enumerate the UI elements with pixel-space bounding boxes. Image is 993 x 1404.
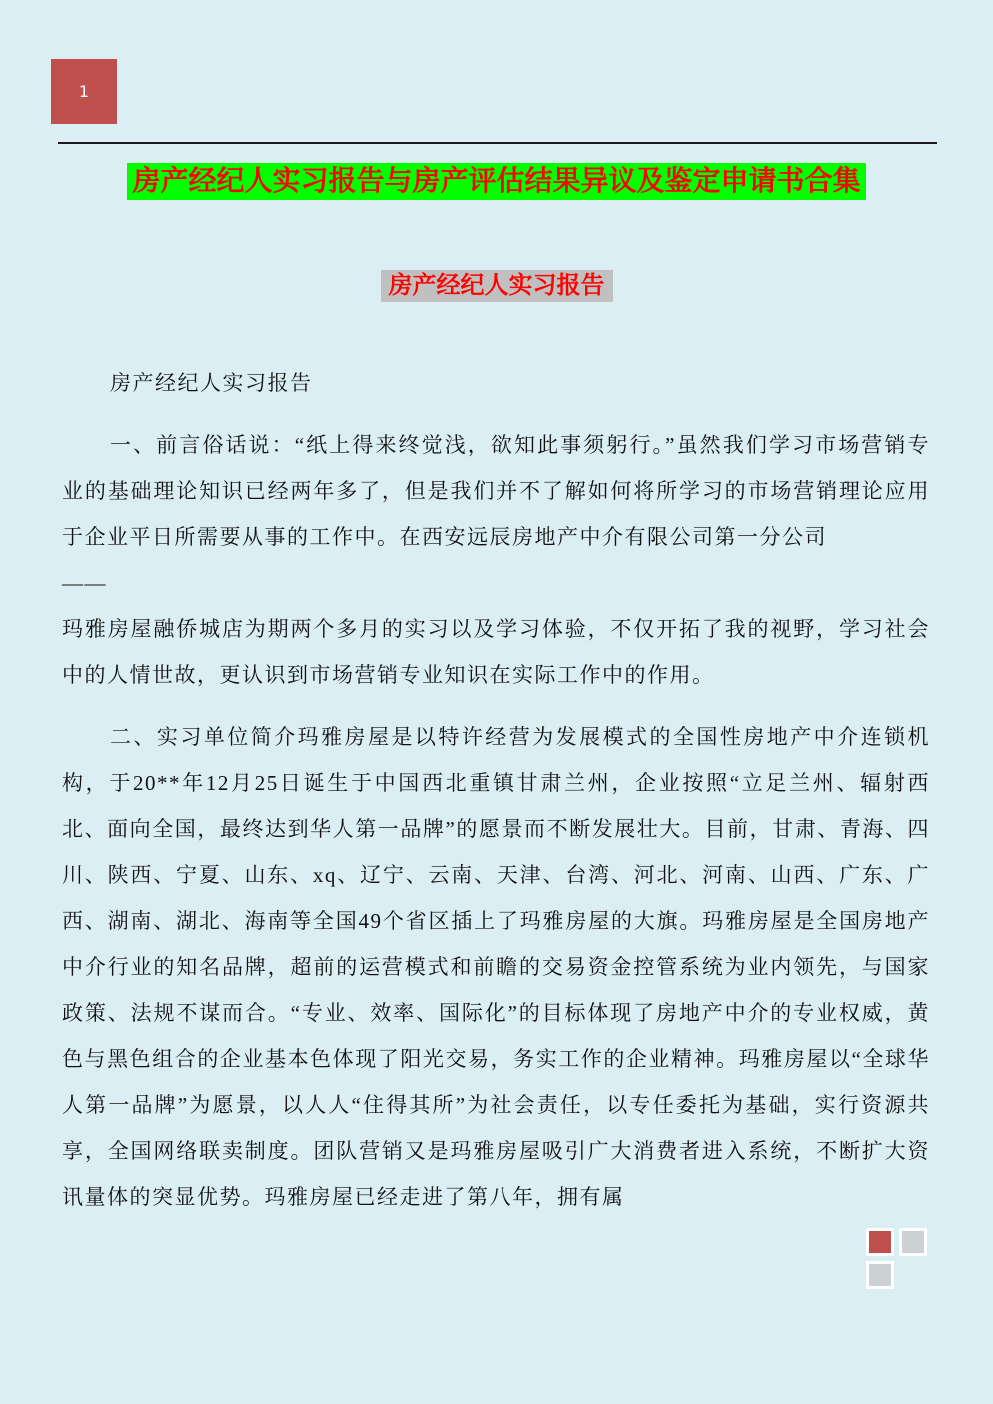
paragraph: 二、实习单位简介玛雅房屋是以特许经营为发展模式的全国性房地产中介连锁机构，于20**年12月25日诞生于中国西北重镇甘肃兰州，企业按照“立足兰州、辐射西北、面向全国，最终达到华人第一品牌”的愿景而不断发展壮大。目前，甘肃、青海、四川、陕西、宁夏、山东、xq、辽宁、云南、天津、台湾、河北、河南、山西、广东、广西、湖南、湖北、海南等全国49个省区插上了玛雅房屋的大旗。玛雅房屋是全国房地产中介行业的知名品牌，超前的运营模式和前瞻的交易资金控管系统为业内领先，与国家政策、法规不谋而合。“专业、效率、国际化”的目标体现了房地产中介的专业权威，黄色与黑色组合的企业基本色体现了阳光交易，务实工作的企业精神。玛雅房屋以“全球华人第一品牌”为愿景，以人人“住得其所”为社会责任，以专任委托为基础，实行资源共享，全国网络联卖制度。团队营销又是玛雅房屋吸引广大消费者进入系统，不断扩大资讯量体的突显优势。玛雅房屋已经走进了第八年，拥有属 xyxy=(62,725,930,1209)
document-title: 房产经纪人实习报告与房产评估结果异议及鉴定申请书合集 xyxy=(127,163,865,200)
paragraph: 一、前言俗话说：“纸上得来终觉浅，欲知此事须躬行。”虽然我们学习市场营销专业的基础理论知识已经两年多了，但是我们并不了解如何将所学习的市场营销理论应用于企业平日所需要从事的工作中。在西安远辰房地产中介有限公司第一分公司 xyxy=(62,433,930,549)
title-row xyxy=(0,163,993,200)
header-rule xyxy=(58,142,937,144)
page-number: 1 xyxy=(78,82,90,101)
page-number-badge xyxy=(51,59,117,124)
deco-square-gray-bottom xyxy=(866,1261,894,1289)
document-subtitle: 房产经纪人实习报告 xyxy=(381,270,613,302)
document-body xyxy=(62,360,930,1220)
paragraph: 房产经纪人实习报告 xyxy=(110,371,313,395)
paragraph: —— xyxy=(62,571,107,595)
subtitle-row xyxy=(0,270,993,302)
deco-square-red xyxy=(866,1228,894,1256)
deco-square-gray-top xyxy=(899,1228,927,1256)
paragraph: 玛雅房屋融侨城店为期两个多月的实习以及学习体验，不仅开拓了我的视野，学习社会中的人情世故，更认识到市场营销专业知识在实际工作中的作用。 xyxy=(62,617,930,687)
